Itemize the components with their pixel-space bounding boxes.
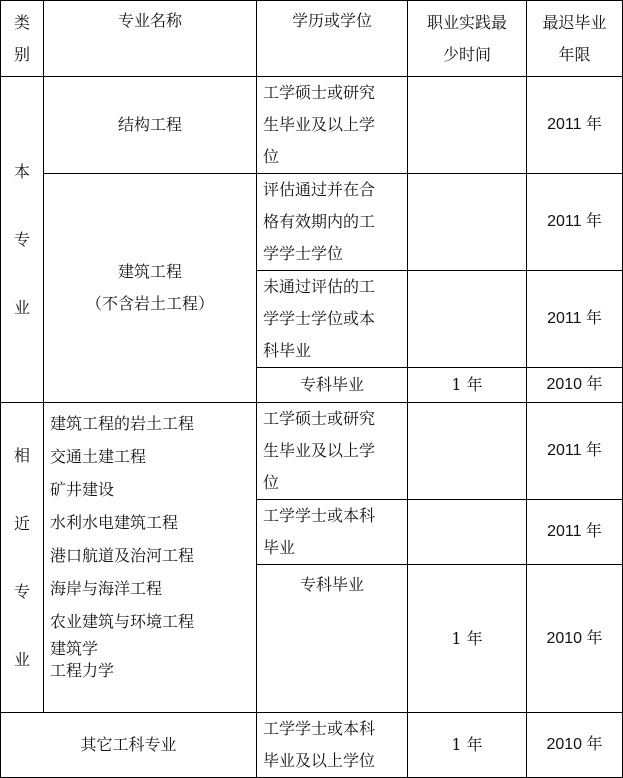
header-latest-line-1: 最迟毕业 [542,12,607,32]
latest-grad-cell: 2010 年 [527,713,623,778]
degree-line: 科毕业 [263,341,312,360]
degree-line: 工学硕士或研究 [263,409,376,428]
degree-cell [257,368,408,403]
header-category-char-1: 类 [13,12,30,32]
latest-grad-cell: 2011 年 [527,77,623,174]
degree-cell [257,174,408,271]
degree-line: 毕业 [263,538,296,557]
list-item: 水利水电建筑工程 [50,513,179,532]
practice-cell [408,77,527,174]
table-row [1,403,623,500]
table-row [1,77,623,174]
header-practice-line-2: 少时间 [442,44,491,64]
list-item: 建筑工程的岩土工程 [50,414,195,433]
degree-line: 工学学士或本科 [263,719,376,738]
practice-cell: 1 年 [408,713,527,778]
header-latest-grad [527,1,623,77]
category-char: 专 [13,581,30,601]
degree-line: 工学硕士或研究 [263,83,376,102]
practice-cell: 1 年 [408,565,527,713]
practice-cell [408,500,527,565]
degree-line: 专科毕业 [299,575,364,594]
latest-grad-cell: 2011 年 [527,271,623,368]
degree-line: 生毕业及以上学 [263,441,376,460]
major-name: 结构工程 [117,115,182,134]
practice-cell: 1 年 [408,368,527,403]
degree-line: 工学学士或本科 [263,506,376,525]
degree-cell [257,403,408,500]
header-category [1,1,44,77]
category-cell-main [1,77,44,403]
list-item: 农业建筑与环境工程 [50,612,195,631]
category-char: 本 [13,161,30,181]
degree-line: 格有效期内的工 [263,212,376,231]
header-category-char-2: 别 [13,44,30,64]
related-majors-list [44,403,257,713]
header-degree: 学历或学位 [257,1,408,77]
major-name: 建筑工程 [117,262,182,281]
header-practice-line-1: 职业实践最 [426,12,507,32]
header-row [1,1,623,77]
degree-cell [257,271,408,368]
table-row [1,713,623,778]
category-cell-related [1,403,44,713]
degree-line: 位 [263,473,280,492]
major-name-cell [44,77,257,174]
latest-grad-cell: 2010 年 [527,368,623,403]
practice-cell [408,271,527,368]
latest-grad-cell: 2011 年 [527,174,623,271]
latest-grad-cell: 2011 年 [527,403,623,500]
degree-line: 评估通过并在合 [263,180,376,199]
list-item: 海岸与海洋工程 [50,579,163,598]
degree-line: 学学士学位或本 [263,309,376,328]
latest-grad-cell: 2011 年 [527,500,623,565]
category-char: 专 [13,229,30,249]
degree-cell [257,713,408,778]
list-item: 交通土建工程 [50,447,147,466]
degree-line: 未通过评估的工 [263,277,376,296]
list-item: 矿井建设 [50,480,115,499]
other-major-cell: 其它工科专业 [1,713,257,778]
list-item: 建筑学 [50,639,99,658]
latest-grad-cell: 2010 年 [527,565,623,713]
practice-cell [408,174,527,271]
degree-cell [257,565,408,713]
list-item: 港口航道及治河工程 [50,546,195,565]
list-item: 工程力学 [50,661,115,680]
header-major: 专业名称 [44,1,257,77]
header-practice [408,1,527,77]
table-row [1,174,623,271]
major-name-cell [44,174,257,403]
category-char: 近 [13,513,30,533]
category-char: 相 [13,445,30,465]
header-latest-line-2: 年限 [558,44,591,64]
degree-line: 学学士学位 [263,244,344,263]
degree-line: 位 [263,147,280,166]
degree-cell [257,77,408,174]
degree-cell [257,500,408,565]
category-char: 业 [13,297,30,317]
practice-cell [408,403,527,500]
degree-line: 专科毕业 [299,375,364,394]
major-name-note: （不含岩土工程） [85,294,214,313]
degree-line: 生毕业及以上学 [263,115,376,134]
category-char: 业 [13,649,30,669]
degree-line: 毕业及以上学位 [263,751,376,770]
